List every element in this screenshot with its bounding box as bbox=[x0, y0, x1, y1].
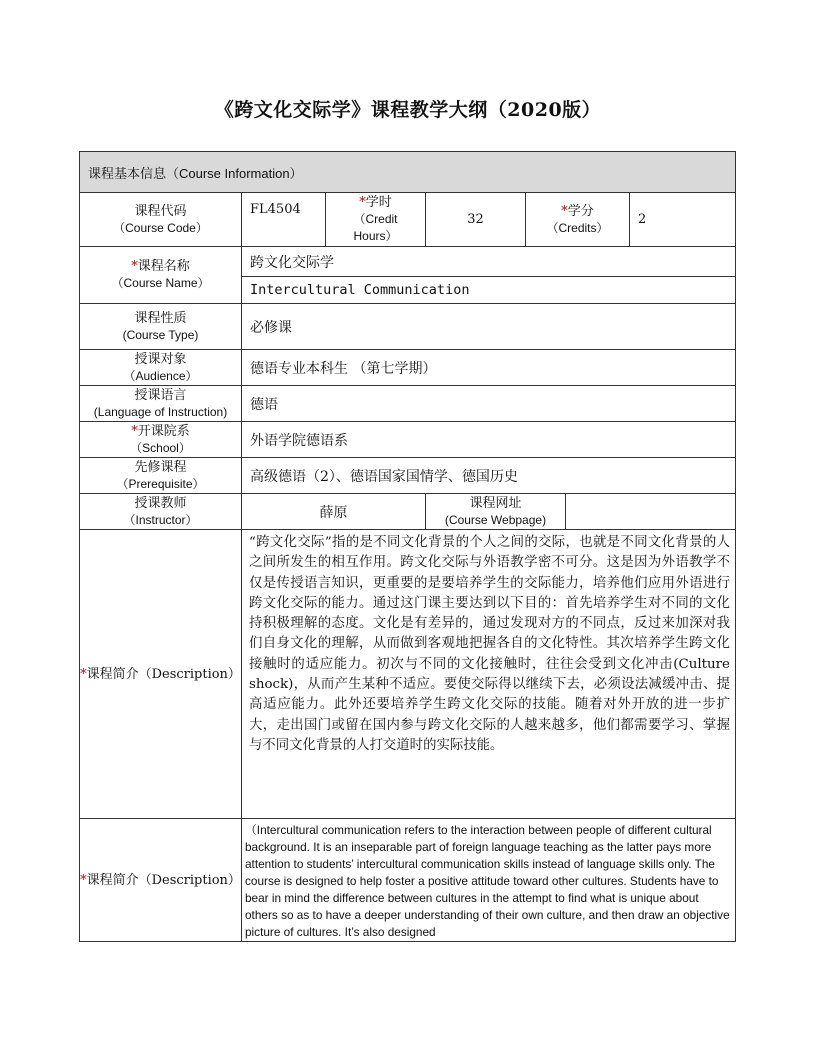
section-header: 课程基本信息（Course Information） bbox=[80, 152, 736, 193]
description-en-text: （Intercultural communication refers to the interaction between people of different cultural background. It is an inseparable part of foreign language teaching as the latter pays more attention to students’ intercultural communication skills instead of language skills only. The course is designed to help foster a positive attitude toward other cultures. Students have to bear in mind the difference between cultures in the attempt to find what is unique about others so as to have a deeper understanding of their own culture, and then draw an objective picture of cultures. It’s also designed bbox=[242, 819, 736, 942]
credits-label: *学分 （Credits） bbox=[526, 193, 630, 247]
school-label: *开课院系 （School） bbox=[80, 422, 242, 458]
section-header-row bbox=[80, 152, 736, 193]
language-value: 德语 bbox=[242, 386, 736, 422]
course-type-row bbox=[80, 304, 736, 350]
hours-value: 32 bbox=[426, 193, 526, 247]
course-code-row bbox=[80, 193, 736, 247]
language-label: 授课语言 (Language of Instruction) bbox=[80, 386, 242, 422]
instructor-value: 薛原 bbox=[242, 494, 426, 530]
audience-label: 授课对象 （Audience） bbox=[80, 350, 242, 386]
description-en-label: *课程简介（Description） bbox=[80, 819, 242, 942]
hours-label: *学时 （Credit Hours） bbox=[326, 193, 426, 247]
instructor-row bbox=[80, 494, 736, 530]
credits-value: 2 bbox=[630, 193, 736, 247]
description-cn-text: “跨文化交际”指的是不同文化背景的个人之间的交际，也就是不同文化背景的人之间所发生的相互作用。跨文化交际与外语教学密不可分。这是因为外语教学不仅是传授语言知识，更重要的是要培养学生的交际能力，培养他们应用外语进行跨文化交际的能力。通过这门课主要达到以下目的：首先培养学生对不同的文化持积极理解的态度。文化是有差异的，通过发现对方的不同点，反过来加深对我们自身文化的理解，从而做到客观地把握各自的文化特性。其次培养学生跨文化接触时的适应能力。初次与不同的文化接触时，往往会受到文化冲击(Culture shock)，从而产生某种不适应。要使交际得以继续下去，必须设法减缓冲击、提高适应能力。此外还要培养学生跨文化交际的技能。随着对外开放的进一步扩大，走出国门或留在国内参与跨文化交际的人越来越多，他们都需要学习、掌握与不同文化背景的人打交道时的实际技能。 bbox=[242, 530, 736, 819]
webpage-label: 课程网址 (Course Webpage) bbox=[426, 494, 566, 530]
course-name-row bbox=[80, 247, 736, 277]
prerequisite-value: 高级德语（2）、德语国家国情学、德国历史 bbox=[242, 458, 736, 494]
course-info-table bbox=[79, 151, 736, 942]
description-cn-label: *课程简介（Description） bbox=[80, 530, 242, 819]
course-type-label: 课程性质 (Course Type) bbox=[80, 304, 242, 350]
school-value: 外语学院德语系 bbox=[242, 422, 736, 458]
webpage-value bbox=[566, 494, 736, 530]
course-type-value: 必修课 bbox=[242, 304, 736, 350]
prerequisite-label: 先修课程 （Prerequisite） bbox=[80, 458, 242, 494]
description-cn-row bbox=[80, 530, 736, 819]
description-en-row bbox=[80, 819, 736, 942]
course-name-cn: 跨文化交际学 bbox=[242, 247, 736, 277]
course-code-value: FL4504 bbox=[242, 193, 326, 247]
audience-value: 德语专业本科生 （第七学期） bbox=[242, 350, 736, 386]
page-title: 《跨文化交际学》课程教学大纲（2020版） bbox=[214, 99, 602, 121]
audience-row bbox=[80, 350, 736, 386]
instructor-label: 授课教师 （Instructor） bbox=[80, 494, 242, 530]
school-row bbox=[80, 422, 736, 458]
course-name-en: Intercultural Communication bbox=[242, 277, 736, 304]
language-row bbox=[80, 386, 736, 422]
prerequisite-row bbox=[80, 458, 736, 494]
course-code-label: 课程代码 （Course Code） bbox=[80, 193, 242, 247]
course-name-label: *课程名称 （Course Name） bbox=[80, 247, 242, 304]
